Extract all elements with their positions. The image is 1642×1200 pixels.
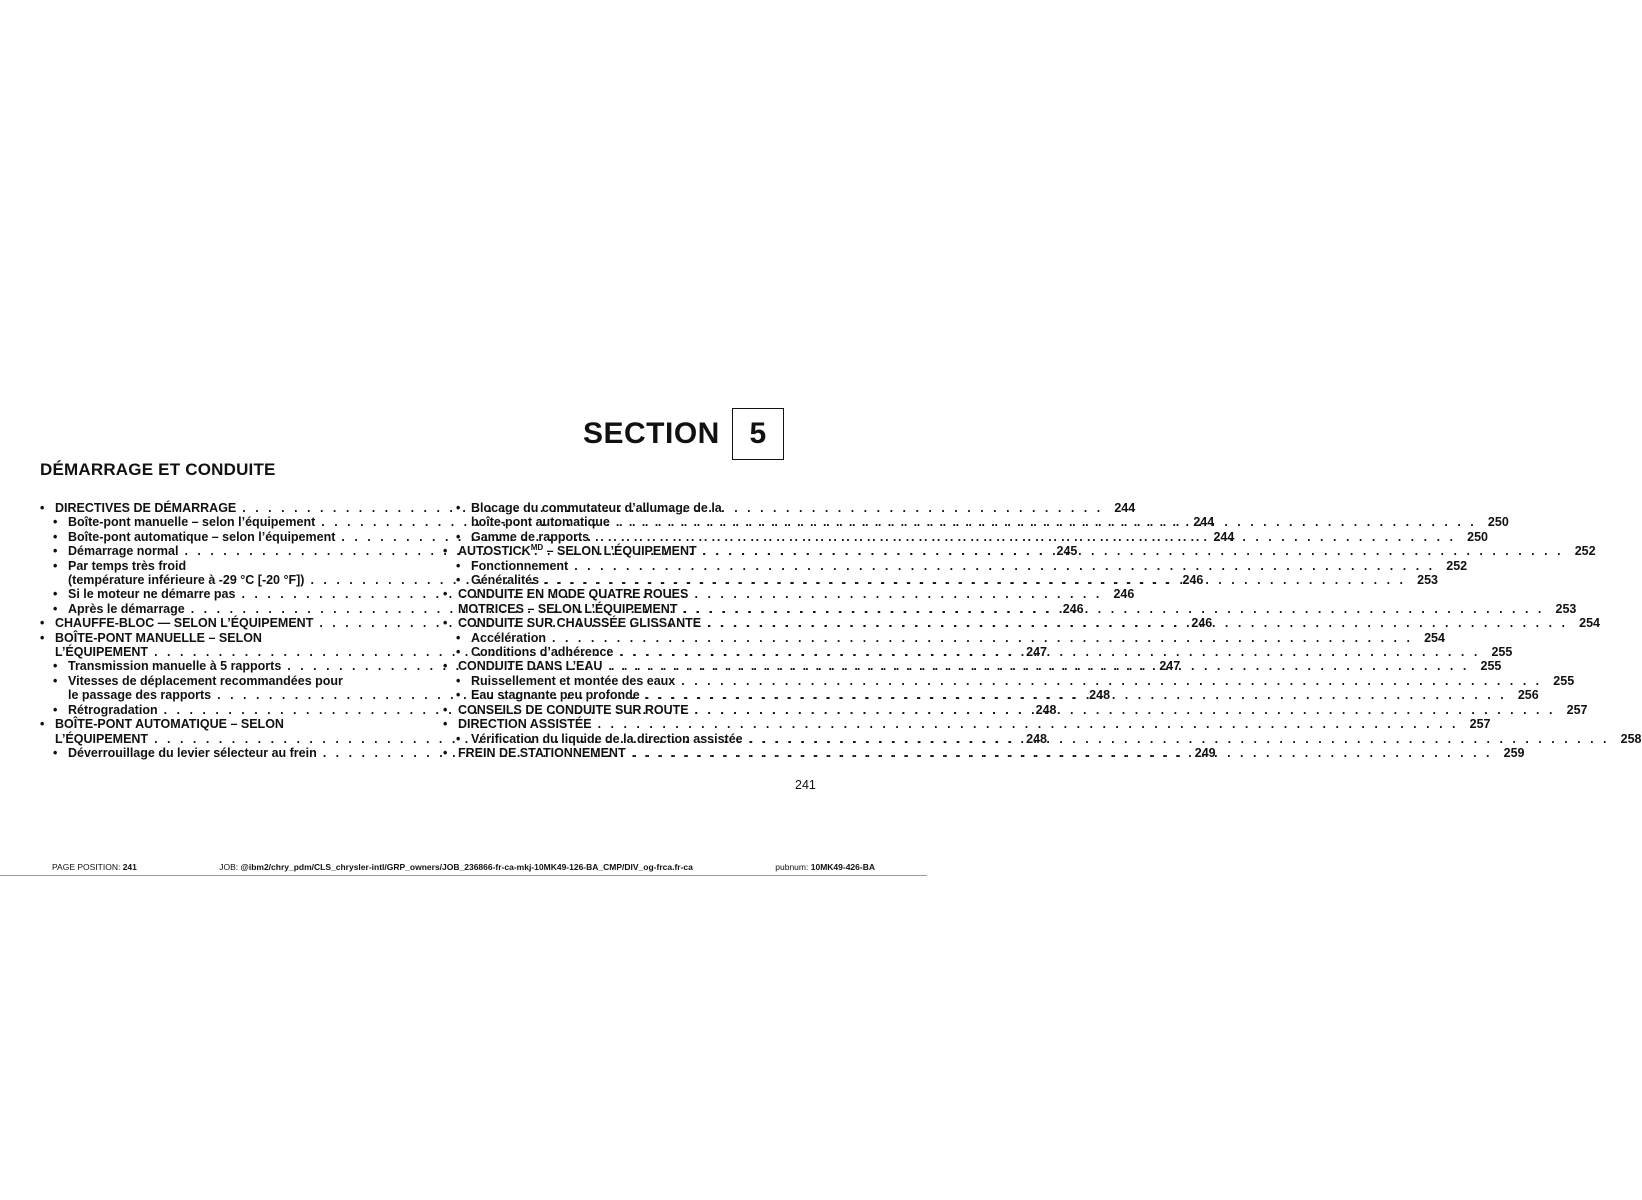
toc-entry-title: Rétrogradation [68, 702, 158, 717]
toc-entry-title: L’ÉQUIPEMENT [55, 645, 149, 660]
toc-entry-title: le passage des rapports [68, 688, 212, 703]
toc-entry-title: Vitesses de déplacement recommandées pour [68, 673, 343, 688]
footer [52, 862, 875, 872]
bullet-icon: • [53, 529, 58, 544]
bullet-icon: • [456, 731, 461, 746]
section-header [583, 408, 784, 460]
toc-page-number: 248 [1089, 688, 1111, 703]
toc-entry-title: Ruissellement et montée des eaux [471, 673, 676, 688]
bullet-icon: • [53, 544, 58, 559]
bullet-icon: • [443, 659, 448, 674]
dot-leader [539, 573, 1406, 587]
toc-page-number: 247 [1159, 659, 1181, 674]
toc-entry [443, 673, 1575, 688]
bullet-icon: • [456, 645, 461, 660]
bullet-icon: • [443, 745, 448, 760]
bullet-icon: • [456, 688, 461, 703]
footer-job: JOB: @ibm2/chry_pdm/CLS_chrysler-intl/GRP_owners/JOB_236866-fr-ca-mkj-10MK49-126-BA_CMP/DIV_og-frca.fr-ca [219, 862, 693, 872]
bullet-icon: • [53, 587, 58, 602]
dot-leader [546, 631, 1413, 645]
toc-page-number: 244 [1193, 515, 1215, 530]
bullet-icon: • [53, 673, 58, 688]
toc-entry-title: FREIN DE STATIONNEMENT [458, 745, 626, 760]
toc-entry-title: Par temps très froid [68, 558, 187, 573]
bullet-icon: • [53, 558, 58, 573]
bullet-icon: • [53, 659, 58, 674]
footer-page-position: PAGE POSITION: 241 [52, 862, 137, 872]
toc-entry-title: CONDUITE EN MODE QUATRE ROUES [458, 587, 689, 602]
toc-page-number: 244 [1213, 529, 1235, 544]
toc-entry-title: CHAUFFE-BLOC — SELON L’ÉQUIPEMENT [55, 616, 314, 631]
dot-leader [592, 717, 1459, 731]
toc-page-number: 250 [1487, 515, 1509, 530]
toc-entry [443, 630, 1445, 645]
toc-entry-title: CONDUITE DANS L’EAU [458, 659, 603, 674]
bullet-icon: • [40, 501, 45, 515]
toc-entry [443, 558, 1468, 573]
toc-entry-title: MOTRICES – SELON L’ÉQUIPEMENT [458, 601, 678, 616]
toc-page-number: 255 [1480, 659, 1502, 674]
dot-leader [613, 645, 1480, 659]
toc-entry-title: Démarrage normal [68, 544, 179, 559]
bullet-icon: • [443, 587, 448, 602]
toc-page-number: 254 [1424, 630, 1445, 645]
toc-page-number: 257 [1469, 717, 1491, 732]
toc-page-number: 253 [1417, 573, 1438, 588]
toc-entry-title: Déverrouillage du levier sélecteur au frein [68, 745, 317, 760]
toc-page-number: 247 [1026, 645, 1047, 660]
dot-leader [689, 703, 1556, 717]
bullet-icon: • [53, 702, 58, 717]
bullet-icon: • [456, 501, 461, 515]
toc-page-number: 254 [1579, 616, 1600, 631]
bullet-icon: • [40, 717, 45, 732]
toc-entry-title: Si le moteur ne démarre pas [68, 587, 236, 602]
toc-page-number: 248 [1035, 702, 1057, 717]
toc-page-number: 258 [1620, 731, 1642, 746]
dot-leader [701, 616, 1568, 630]
bullet-icon: • [456, 529, 461, 544]
toc-entry-title: Blocage du commutateur d’allumage de la [471, 501, 722, 515]
bullet-icon: • [443, 702, 448, 717]
toc-page-number: 248 [1026, 731, 1047, 746]
dot-leader [610, 515, 1477, 529]
section-word: SECTION [583, 417, 720, 450]
dot-leader [568, 559, 1435, 573]
bullet-icon: • [53, 515, 58, 530]
toc-entry-title: CONDUITE SUR CHAUSSÉE GLISSANTE [458, 616, 702, 631]
toc-page-number: 245 [1056, 544, 1078, 559]
dot-leader [697, 544, 1564, 558]
section-number-box: 5 [732, 408, 784, 460]
bullet-icon: • [443, 544, 448, 559]
toc-page-number: 253 [1555, 601, 1577, 616]
toc-entry-title: BOÎTE-PONT MANUELLE – SELON [55, 630, 262, 645]
bullet-icon: • [40, 630, 45, 645]
toc-page-number: 256 [1517, 688, 1539, 703]
dot-leader [640, 688, 1507, 702]
toc-entry-title: Après le démarrage [68, 601, 185, 616]
toc-page-number: 257 [1566, 702, 1588, 717]
toc-page-number: 250 [1467, 529, 1488, 544]
toc-page-number: 246 [1062, 601, 1084, 616]
trademark-superscript: MD [530, 543, 544, 553]
toc-page-number: 252 [1574, 544, 1596, 559]
toc-page-number: 259 [1503, 745, 1525, 760]
toc-entry-title: DIRECTION ASSISTÉE [458, 717, 592, 732]
toc-entry [443, 717, 1491, 732]
toc-entry-title: Transmission manuelle à 5 rapports [68, 659, 282, 674]
dot-leader [626, 746, 1493, 760]
page-number: 241 [795, 778, 816, 792]
dot-leader [743, 732, 1610, 746]
dot-leader [675, 674, 1542, 688]
footer-rule [0, 875, 927, 876]
toc-entry-title: DIRECTIVES DE DÉMARRAGE [55, 501, 237, 515]
toc-page-number: 246 [1113, 587, 1135, 602]
bullet-icon: • [443, 717, 448, 732]
toc-page-number: 255 [1553, 673, 1575, 688]
toc-entry-title: Accélération [471, 630, 547, 645]
toc-entry-title: boîte-pont automatique [471, 515, 610, 530]
toc-page-number: 244 [1114, 501, 1136, 515]
chapter-title: DÉMARRAGE ET CONDUITE [40, 460, 276, 479]
bullet-icon: • [53, 745, 58, 760]
toc-entry-title: Boîte-pont manuelle – selon l’équipement [68, 515, 316, 530]
toc-entry-title: Vérification du liquide de la direction assistée [471, 731, 743, 746]
toc-entry-title: Eau stagnante peu profonde [471, 688, 640, 703]
toc-entry-title: (température inférieure à -29 °C [-20 °F]) [68, 573, 305, 588]
toc-entry-title: Gamme de rapports [471, 529, 590, 544]
bullet-icon: • [456, 673, 461, 688]
toc-page-number: 246 [1191, 616, 1213, 631]
dot-leader [677, 602, 1544, 616]
toc-entry-title: BOÎTE-PONT AUTOMATIQUE – SELON [55, 717, 284, 732]
toc-entry-title: Boîte-pont automatique – selon l’équipement [68, 529, 336, 544]
toc-page-number: 246 [1182, 573, 1204, 588]
toc-page-number: 252 [1446, 558, 1468, 573]
bullet-icon: • [40, 616, 45, 631]
toc-entry-title: Conditions d’adhérence [471, 645, 614, 660]
dot-leader [602, 659, 1469, 673]
bullet-icon: • [456, 573, 461, 588]
toc-entry-title: $AUTOSTICK^{MD}$ – SELON L’ÉQUIPEMENT [458, 543, 697, 559]
bullet-icon: • [53, 601, 58, 616]
bullet-icon: • [456, 630, 461, 645]
bullet-icon: • [443, 616, 448, 631]
toc-entry-title: Fonctionnement [471, 558, 569, 573]
toc-entry-title: L’ÉQUIPEMENT [55, 731, 149, 746]
footer-pubnum: pubnum: 10MK49-426-BA [775, 862, 875, 872]
toc-page-number: 255 [1491, 645, 1513, 660]
bullet-icon: • [456, 558, 461, 573]
toc-entry-title: CONSEILS DE CONDUITE SUR ROUTE [458, 702, 689, 717]
dot-leader [589, 530, 1456, 544]
toc-page-number: 249 [1194, 745, 1216, 760]
toc-entry-title: Généralités [471, 573, 540, 588]
